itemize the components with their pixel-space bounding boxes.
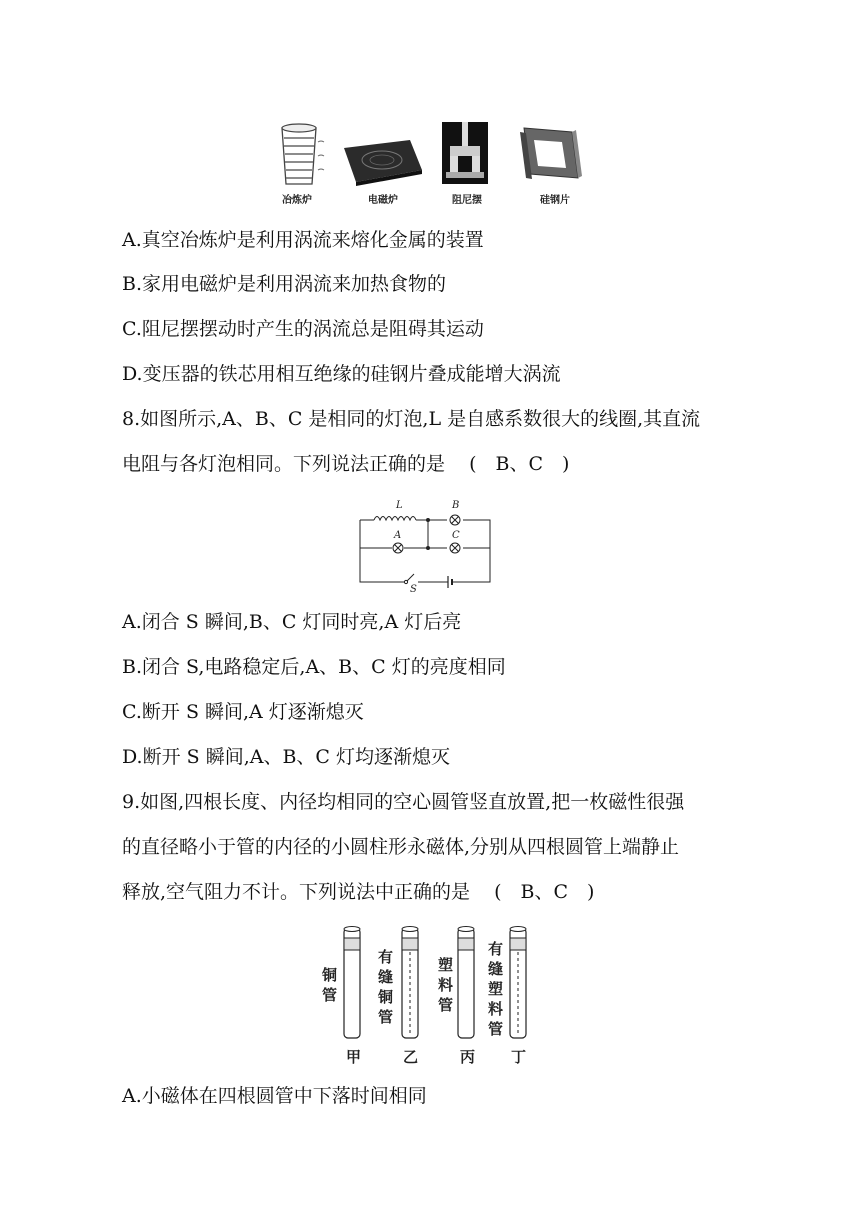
tube-yi-label-4: 管: [378, 1008, 394, 1026]
lamp-b-icon: [450, 515, 460, 525]
induction-cooker-image: [344, 140, 422, 186]
caption-steel: 硅钢片: [540, 195, 570, 206]
q8-answer: ( B、C ): [469, 453, 570, 475]
tube-ding-label-3: 塑: [488, 980, 504, 998]
circuit-diagram: [356, 496, 496, 592]
tube-yi-label-3: 铜: [378, 988, 394, 1006]
q9-answer: ( B、C ): [494, 881, 595, 903]
tube-bing-caption: 丙: [460, 1048, 476, 1066]
q8-stem-text: 电阻与各灯泡相同。下列说法正确的是: [122, 453, 446, 475]
tube-ding-caption: 丁: [511, 1048, 527, 1066]
q8-stem-line1: 8.如图所示,A、B、C 是相同的灯泡,L 是自感系数很大的线圈,其直流: [122, 408, 701, 430]
lamp-a-icon: [393, 543, 403, 553]
furnace-image: [282, 124, 324, 184]
q8-option-b: B.闭合 S,电路稳定后,A、B、C 灯的亮度相同: [122, 656, 506, 678]
tube-ding-label-1: 有: [488, 940, 504, 958]
caption-pendulum: 阻尼摆: [452, 195, 482, 206]
devices-figure: [272, 118, 592, 208]
tubes-figure: [312, 924, 540, 1068]
q8-stem-line2: [122, 451, 569, 477]
label-a: A: [394, 530, 402, 541]
q7-option-d: D.变压器的铁芯用相互绝缘的硅钢片叠成能增大涡流: [122, 363, 561, 385]
tube-yi-label-1: 有: [378, 948, 394, 966]
caption-furnace: 冶炼炉: [282, 195, 312, 206]
tube-jia: [344, 927, 360, 1039]
tube-yi-label-2: 缝: [378, 968, 394, 986]
tube-ding-label-5: 管: [488, 1020, 504, 1038]
q7-option-a: A.真空冶炼炉是利用涡流来熔化金属的装置: [122, 229, 484, 251]
damping-pendulum-image: [442, 122, 488, 184]
tube-bing-label-3: 管: [438, 996, 454, 1014]
tube-yi: [402, 927, 418, 1039]
silicon-steel-image: [520, 128, 582, 179]
label-l: L: [396, 500, 403, 511]
tube-jia-label-1: 铜: [322, 966, 338, 984]
label-s: S: [410, 584, 417, 592]
q8-option-c: C.断开 S 瞬间,A 灯逐渐熄灭: [122, 701, 364, 723]
q7-option-c: C.阻尼摆摆动时产生的涡流总是阻碍其运动: [122, 318, 484, 340]
tube-jia-label-2: 管: [322, 986, 338, 1004]
tube-bing: [458, 927, 474, 1039]
tube-ding-label-2: 缝: [488, 960, 504, 978]
q9-stem-line1: 9.如图,四根长度、内径均相同的空心圆管竖直放置,把一枚磁性很强: [122, 791, 685, 813]
tube-bing-label-2: 料: [438, 976, 454, 994]
tube-yi-caption: 乙: [403, 1048, 419, 1066]
label-b: B: [452, 500, 460, 511]
tube-ding-label-4: 料: [488, 1000, 504, 1018]
lamp-c-icon: [450, 543, 460, 553]
label-c: C: [452, 530, 460, 541]
tube-bing-label-1: 塑: [438, 956, 454, 974]
q9-stem-line2: 的直径略小于管的内径的小圆柱形永磁体,分别从四根圆管上端静止: [122, 836, 680, 858]
tube-ding: [510, 927, 526, 1039]
q8-option-d: D.断开 S 瞬间,A、B、C 灯均逐渐熄灭: [122, 746, 450, 768]
q9-stem-line3: [122, 879, 594, 905]
tube-jia-caption: 甲: [346, 1048, 362, 1066]
q7-option-b: B.家用电磁炉是利用涡流来加热食物的: [122, 273, 447, 295]
q8-option-a: A.闭合 S 瞬间,B、C 灯同时亮,A 灯后亮: [122, 611, 462, 633]
q9-option-a: A.小磁体在四根圆管中下落时间相同: [122, 1085, 427, 1107]
q9-stem-text: 释放,空气阻力不计。下列说法中正确的是: [122, 881, 471, 903]
caption-cooker: 电磁炉: [368, 195, 398, 206]
